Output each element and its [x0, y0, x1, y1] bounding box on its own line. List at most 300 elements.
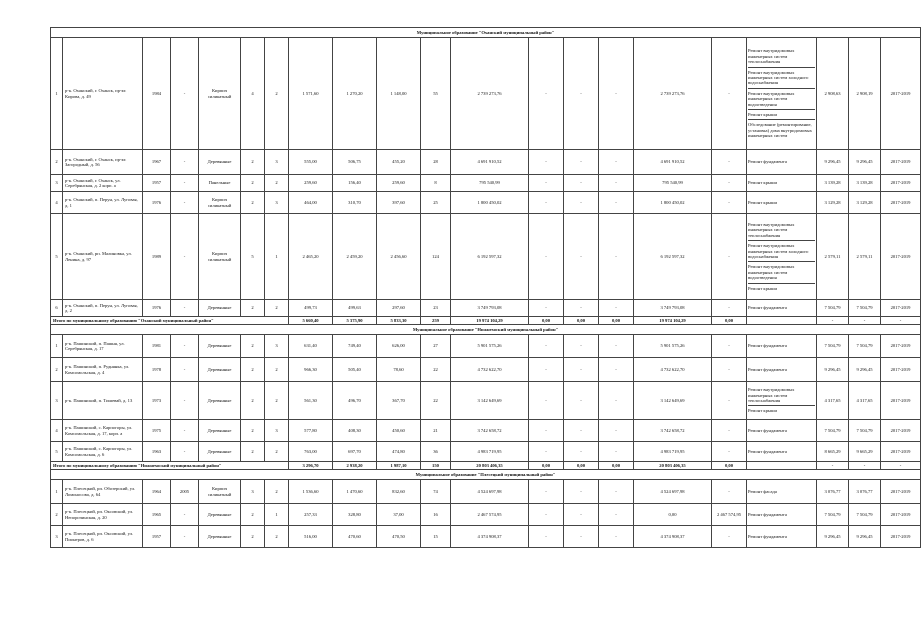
cell-c1: -: [529, 150, 564, 175]
cell-work-types: [747, 175, 817, 192]
cell-c4: 0,00: [634, 504, 712, 526]
cell-work-types: [747, 480, 817, 504]
cell-material: Деревянные: [199, 382, 241, 420]
cell-period: 2017-2019: [881, 480, 921, 504]
cell-year1: 1973: [143, 382, 171, 420]
table-row: [51, 192, 921, 214]
cell-residents: 15: [421, 526, 451, 548]
section-header-row: [51, 28, 921, 38]
cell-price-1: 2 579,11: [817, 214, 849, 300]
cell-area-living: 470,60: [333, 526, 377, 548]
cell-c2: -: [564, 38, 599, 150]
cell-c4: 4 983 719,95: [634, 442, 712, 462]
cell-floors: 2: [241, 420, 265, 442]
total-work-types: [747, 317, 817, 325]
cell-floors: 2: [241, 335, 265, 358]
total-period: -: [881, 317, 921, 325]
cell-area: 464,00: [289, 192, 333, 214]
cell-c4: 5 901 575,26: [634, 335, 712, 358]
cell-c5: -: [712, 38, 747, 150]
work-type-item: Ремонт внутридомовых инженерных систем холодного водоснабжения: [748, 241, 815, 262]
total-price-2: -: [849, 462, 881, 470]
total-c3: 0,00: [599, 317, 634, 325]
cell-material: Деревянные: [199, 526, 241, 548]
cell-c3: -: [599, 175, 634, 192]
cell-c1: -: [529, 335, 564, 358]
cell-c3: -: [599, 214, 634, 300]
cell-addr: р-к. Оханский, г. Оханск, пр-кт. Кирова, д. 49: [63, 38, 143, 150]
cell-area-living: 697,70: [333, 442, 377, 462]
cell-area: 259,60: [289, 175, 333, 192]
table-row: [51, 214, 921, 300]
total-label: Итого по муниципальному образованию "Оханский муниципальный район": [51, 317, 289, 325]
cell-c5: -: [712, 150, 747, 175]
cell-cost: 1 800 450,02: [451, 192, 529, 214]
cell-entrances: 3: [265, 335, 289, 358]
cell-c4: 6 192 597,32: [634, 214, 712, 300]
cell-c4: 3 742 658,72: [634, 420, 712, 442]
cell-year2: 2005: [171, 480, 199, 504]
cell-year2: -: [171, 192, 199, 214]
cell-c1: -: [529, 504, 564, 526]
cell-c1: -: [529, 38, 564, 150]
cell-work-types: [747, 382, 817, 420]
document-page: [50, 27, 911, 548]
cell-c4: 4 732 622,70: [634, 358, 712, 382]
cell-c1: -: [529, 192, 564, 214]
cell-year2: -: [171, 382, 199, 420]
cell-floors: 4: [241, 38, 265, 150]
cell-c5: -: [712, 358, 747, 382]
cell-period: 2017-2019: [881, 335, 921, 358]
cell-price-2: 2 579,11: [849, 214, 881, 300]
cell-area: 561,30: [289, 382, 333, 420]
cell-work-types: [747, 358, 817, 382]
cell-price-1: 3 129,28: [817, 192, 849, 214]
cell-area-living: 310,70: [333, 192, 377, 214]
cell-area-pub: 832,60: [377, 480, 421, 504]
cell-year2: -: [171, 526, 199, 548]
cell-cost: 4 374 908,37: [451, 526, 529, 548]
total-area: 3 296,70: [289, 462, 333, 470]
cell-entrances: 2: [265, 300, 289, 317]
cell-residents: 22: [421, 382, 451, 420]
total-cost: 19 974 104,29: [451, 317, 529, 325]
cell-c5: -: [712, 420, 747, 442]
cell-area: 516,00: [289, 526, 333, 548]
cell-c4: 1 800 450,02: [634, 192, 712, 214]
cell-material: Панельные: [199, 175, 241, 192]
cell-price-2: 3 076,77: [849, 480, 881, 504]
cell-floors: 2: [241, 192, 265, 214]
cell-c2: -: [564, 504, 599, 526]
cell-c1: -: [529, 526, 564, 548]
cell-c5: -: [712, 192, 747, 214]
cell-n: 1: [51, 38, 63, 150]
cell-c2: -: [564, 526, 599, 548]
cell-c3: -: [599, 480, 634, 504]
cell-area-living: 328,80: [333, 504, 377, 526]
work-type-item: Ремонт крыши: [748, 199, 777, 205]
cell-c5: -: [712, 526, 747, 548]
cell-price-1: 9 296,45: [817, 150, 849, 175]
cell-n: 3: [51, 526, 63, 548]
cell-period: 2017-2019: [881, 192, 921, 214]
cell-cost: 6 192 597,32: [451, 214, 529, 300]
cell-year1: 1957: [143, 526, 171, 548]
work-type-item: Ремонт фундамента: [748, 159, 787, 165]
cell-area-pub: 1 148,00: [377, 38, 421, 150]
cell-price-1: 7 504,79: [817, 420, 849, 442]
cell-c1: -: [529, 358, 564, 382]
cell-period: 2017-2019: [881, 358, 921, 382]
work-type-item: Ремонт внутридомовых инженерных систем холодного водоснабжения: [748, 68, 815, 89]
total-price-2: -: [849, 317, 881, 325]
cell-addr: р-к. Плесецкий, рп. Обозерский, ул. Ломоносова, д. 64: [63, 480, 143, 504]
cell-entrances: 1: [265, 504, 289, 526]
cell-c3: -: [599, 442, 634, 462]
cell-period: 2017-2019: [881, 526, 921, 548]
cell-year1: 1984: [143, 38, 171, 150]
cell-price-2: 7 504,79: [849, 335, 881, 358]
total-c3: 0,00: [599, 462, 634, 470]
cell-c3: -: [599, 420, 634, 442]
cell-price-2: 7 504,79: [849, 504, 881, 526]
total-area-living: 2 938,20: [333, 462, 377, 470]
cell-price-1: 3 139,28: [817, 175, 849, 192]
cell-area-pub: 474,80: [377, 442, 421, 462]
cell-entrances: 2: [265, 480, 289, 504]
cell-entrances: 2: [265, 38, 289, 150]
work-type-item: Ремонт крыши: [748, 180, 777, 186]
cell-area-pub: 397,60: [377, 192, 421, 214]
cell-c1: -: [529, 300, 564, 317]
total-area: 5 660,40: [289, 317, 333, 325]
cell-addr: р-к. Оханский, п. Перун, ул. Луговая, д. 2: [63, 300, 143, 317]
cell-n: 2: [51, 358, 63, 382]
cell-year1: 1978: [143, 358, 171, 382]
cell-c5: -: [712, 335, 747, 358]
cell-n: 5: [51, 214, 63, 300]
cell-year2: -: [171, 214, 199, 300]
cell-material: Кирпич силикатный: [199, 214, 241, 300]
total-cost: 20 803 406,35: [451, 462, 529, 470]
cell-year1: 1975: [143, 420, 171, 442]
cell-year2: -: [171, 150, 199, 175]
cell-year2: -: [171, 442, 199, 462]
cell-c2: -: [564, 442, 599, 462]
cell-year1: 1976: [143, 192, 171, 214]
table-row: [51, 442, 921, 462]
cell-n: 2: [51, 504, 63, 526]
cell-material: Деревянные: [199, 358, 241, 382]
cell-cost: 4 691 910,52: [451, 150, 529, 175]
cell-year1: 1957: [143, 175, 171, 192]
cell-c1: -: [529, 480, 564, 504]
work-type-item: Ремонт внутридомовых инженерных систем теплоснабжения: [748, 46, 815, 67]
cell-floors: 2: [241, 358, 265, 382]
cell-area-pub: 470,50: [377, 526, 421, 548]
cell-price-2: 9 665,29: [849, 442, 881, 462]
cell-cost: 4 524 697,98: [451, 480, 529, 504]
total-c5: 0,00: [712, 317, 747, 325]
cell-c2: -: [564, 192, 599, 214]
cell-material: Деревянные: [199, 335, 241, 358]
cell-area-pub: 626,00: [377, 335, 421, 358]
cell-addr: р-к. Оханский, г. Оханск, ул. Серебрянская, д. 2 корп. а: [63, 175, 143, 192]
cell-c3: -: [599, 38, 634, 150]
cell-period: 2017-2019: [881, 504, 921, 526]
cell-c4: 795 540,99: [634, 175, 712, 192]
cell-area: 631,40: [289, 335, 333, 358]
cell-cost: 4 983 719,95: [451, 442, 529, 462]
cell-year2: -: [171, 504, 199, 526]
cell-material: Кирпич силикатный: [199, 192, 241, 214]
cell-period: 2017-2019: [881, 214, 921, 300]
cell-addr: р-к. Оханский, г. Оханск, пр-кт. Загородный, д. 56: [63, 150, 143, 175]
cell-price-1: 4 317,65: [817, 382, 849, 420]
cell-c2: -: [564, 214, 599, 300]
total-c1: 0,00: [529, 462, 564, 470]
cell-addr: р-к. Оханский, рп. Малиновка, ул. Ленина, д. 97: [63, 214, 143, 300]
cell-work-types: [747, 38, 817, 150]
cell-residents: 36: [421, 442, 451, 462]
cell-c2: -: [564, 480, 599, 504]
total-residents: 259: [421, 317, 451, 325]
cell-year1: 1964: [143, 480, 171, 504]
cell-c3: -: [599, 300, 634, 317]
work-type-item: Ремонт фундамента: [748, 343, 787, 349]
cell-period: 2017-2019: [881, 38, 921, 150]
cell-year2: -: [171, 358, 199, 382]
cell-material: Кирпич силикатный: [199, 480, 241, 504]
cell-area: 1 571,60: [289, 38, 333, 150]
cell-area: 1 536,60: [289, 480, 333, 504]
cell-year2: -: [171, 38, 199, 150]
cell-residents: 16: [421, 504, 451, 526]
cell-entrances: 3: [265, 150, 289, 175]
cell-area-pub: 78,60: [377, 358, 421, 382]
table-row: [51, 358, 921, 382]
work-type-item: Ремонт внутридомовых инженерных систем водоотведения: [748, 262, 815, 283]
cell-cost: 795 540,99: [451, 175, 529, 192]
cell-n: 5: [51, 442, 63, 462]
work-type-item: Ремонт внутридомовых инженерных систем водоотведения: [748, 89, 815, 110]
cell-floors: 2: [241, 150, 265, 175]
cell-year1: 1981: [143, 335, 171, 358]
work-type-item: Ремонт внутридомовых инженерных систем теплоснабжения: [748, 385, 815, 406]
cell-addr: р-к. Плесецкий, рп. Оксовский, ул. Непорочинская, д. 20: [63, 504, 143, 526]
cell-c5: -: [712, 480, 747, 504]
cell-area-living: 496,70: [333, 382, 377, 420]
cell-addr: р-к. Пашинский, п. Руднянка, ул. Комсомольская, д. 4: [63, 358, 143, 382]
cell-cost: 4 732 622,70: [451, 358, 529, 382]
cell-n: 1: [51, 480, 63, 504]
work-type-item: Ремонт фундамента: [748, 448, 787, 454]
cell-c1: -: [529, 420, 564, 442]
cell-area-living: 156,40: [333, 175, 377, 192]
total-residents: 150: [421, 462, 451, 470]
cell-price-2: 9 296,45: [849, 526, 881, 548]
cell-price-2: 7 504,79: [849, 420, 881, 442]
section-title: Муниципальное образование "Нижнехоский муниципальный район": [51, 325, 921, 335]
cell-area: 257,33: [289, 504, 333, 526]
table-row: [51, 300, 921, 317]
cell-floors: 2: [241, 442, 265, 462]
cell-addr: р-к. Пашинский, с. Карпогоры, ул. Комсомольская, д. 17, корп. а: [63, 420, 143, 442]
cell-floors: 2: [241, 175, 265, 192]
cell-floors: 3: [241, 480, 265, 504]
cell-residents: 124: [421, 214, 451, 300]
section-title: Муниципальное образование "Плесецкий муниципальный район": [51, 470, 921, 480]
total-area-pub: 1 987,10: [377, 462, 421, 470]
cell-c2: -: [564, 382, 599, 420]
repair-program-table: [50, 27, 921, 548]
cell-cost: 3 142 649,69: [451, 382, 529, 420]
cell-floors: 2: [241, 504, 265, 526]
cell-work-types: [747, 150, 817, 175]
cell-addr: р-к. Пашинский, п. Пашня, ул. Серебрянская, д. 17: [63, 335, 143, 358]
cell-work-types: [747, 442, 817, 462]
total-work-types: [747, 462, 817, 470]
cell-work-types: [747, 420, 817, 442]
section-title: Муниципальное образование "Оханский муниципальный район": [51, 28, 921, 38]
section-total-row: [51, 317, 921, 325]
cell-price-2: 9 296,45: [849, 358, 881, 382]
table-row: [51, 150, 921, 175]
cell-price-1: 2 908,63: [817, 38, 849, 150]
table-row: [51, 504, 921, 526]
cell-area: 555,00: [289, 150, 333, 175]
cell-addr: р-к. Плесецкий, рп. Оксовский, ул. Пионеров, д. 6: [63, 526, 143, 548]
total-c2: 0,00: [564, 317, 599, 325]
cell-n: 6: [51, 300, 63, 317]
cell-price-2: 3 139,28: [849, 175, 881, 192]
cell-price-2: 2 908,19: [849, 38, 881, 150]
work-type-item: Ремонт крыши: [748, 110, 815, 120]
total-price-1: -: [817, 462, 849, 470]
cell-work-types: [747, 526, 817, 548]
cell-c3: -: [599, 358, 634, 382]
work-type-item: Ремонт фундамента: [748, 533, 787, 539]
table-row: [51, 382, 921, 420]
cell-area-living: 2 459,20: [333, 214, 377, 300]
total-area-pub: 5 833,30: [377, 317, 421, 325]
total-period: -: [881, 462, 921, 470]
section-header-row: [51, 325, 921, 335]
cell-cost: 5 901 575,26: [451, 335, 529, 358]
cell-c5: -: [712, 175, 747, 192]
cell-price-1: 8 665,29: [817, 442, 849, 462]
cell-addr: р-к. Оханский, п. Перун, ул. Луговая, д. 1: [63, 192, 143, 214]
cell-period: 2017-2019: [881, 150, 921, 175]
total-label: Итого по муниципальному образованию "Нижнехоский муниципальный район": [51, 462, 289, 470]
cell-residents: 27: [421, 335, 451, 358]
cell-year2: -: [171, 175, 199, 192]
work-type-item: Ремонт фундамента: [748, 366, 787, 372]
cell-c4: 3 142 649,69: [634, 382, 712, 420]
table-row: [51, 38, 921, 150]
cell-price-1: 7 504,79: [817, 300, 849, 317]
work-type-item: Ремонт фундамента: [748, 427, 787, 433]
cell-entrances: 2: [265, 358, 289, 382]
cell-n: 4: [51, 420, 63, 442]
cell-c1: -: [529, 442, 564, 462]
cell-area-living: 506,75: [333, 150, 377, 175]
cell-area: 577,80: [289, 420, 333, 442]
cell-year1: 1965: [143, 504, 171, 526]
work-type-item: Ремонт крыши: [748, 285, 777, 291]
cell-price-1: 3 076,77: [817, 480, 849, 504]
cell-year1: 1976: [143, 300, 171, 317]
work-type-item: Ремонт фундамента: [748, 305, 787, 311]
cell-price-2: 7 504,79: [849, 300, 881, 317]
cell-material: Деревянные: [199, 420, 241, 442]
cell-n: 1: [51, 335, 63, 358]
total-c1: 0,00: [529, 317, 564, 325]
cell-c1: -: [529, 175, 564, 192]
cell-floors: 5: [241, 214, 265, 300]
cell-year1: 1967: [143, 150, 171, 175]
cell-residents: 28: [421, 150, 451, 175]
cell-price-2: 9 296,45: [849, 150, 881, 175]
cell-c4: 4 374 908,37: [634, 526, 712, 548]
cell-n: 4: [51, 192, 63, 214]
section-header-row: [51, 470, 921, 480]
cell-residents: 74: [421, 480, 451, 504]
table-row: [51, 335, 921, 358]
work-type-item: Ремонт фундамента: [748, 511, 787, 517]
cell-work-types: [747, 504, 817, 526]
cell-c1: -: [529, 382, 564, 420]
cell-floors: 2: [241, 300, 265, 317]
work-type-item: Обследование (ремонтирование, установка) дома внутридомовых инженерных систем: [748, 122, 812, 139]
cell-c3: -: [599, 526, 634, 548]
cell-area-living: 1 470,60: [333, 480, 377, 504]
cell-c4: 4 691 910,52: [634, 150, 712, 175]
cell-area: 966,30: [289, 358, 333, 382]
cell-c3: -: [599, 192, 634, 214]
cell-cost: 2 739 273,76: [451, 38, 529, 150]
cell-n: 3: [51, 175, 63, 192]
cell-c5: -: [712, 442, 747, 462]
section-total-row: [51, 462, 921, 470]
cell-material: Кирпич силикатный: [199, 38, 241, 150]
cell-area-pub: 455,20: [377, 150, 421, 175]
cell-floors: 2: [241, 382, 265, 420]
cell-area-living: 505,40: [333, 358, 377, 382]
table-row: [51, 175, 921, 192]
cell-area-pub: 450,60: [377, 420, 421, 442]
cell-work-types: [747, 335, 817, 358]
table-row: [51, 526, 921, 548]
cell-area: 2 465,20: [289, 214, 333, 300]
cell-year1: 1963: [143, 442, 171, 462]
cell-entrances: 2: [265, 442, 289, 462]
cell-area: 499,73: [289, 300, 333, 317]
cell-period: 2017-2019: [881, 300, 921, 317]
table-row: [51, 480, 921, 504]
cell-addr: р-к. Пашинский, с. Карпогоры, ул. Комсомольская, д. 6: [63, 442, 143, 462]
cell-cost: 3 749 793,08: [451, 300, 529, 317]
total-c5: 0,00: [712, 462, 747, 470]
cell-n: 3: [51, 382, 63, 420]
work-type-item: Ремонт фасада: [748, 488, 777, 494]
cell-c4: 4 524 697,98: [634, 480, 712, 504]
cell-residents: 25: [421, 192, 451, 214]
cell-entrances: 2: [265, 382, 289, 420]
cell-c3: -: [599, 382, 634, 420]
